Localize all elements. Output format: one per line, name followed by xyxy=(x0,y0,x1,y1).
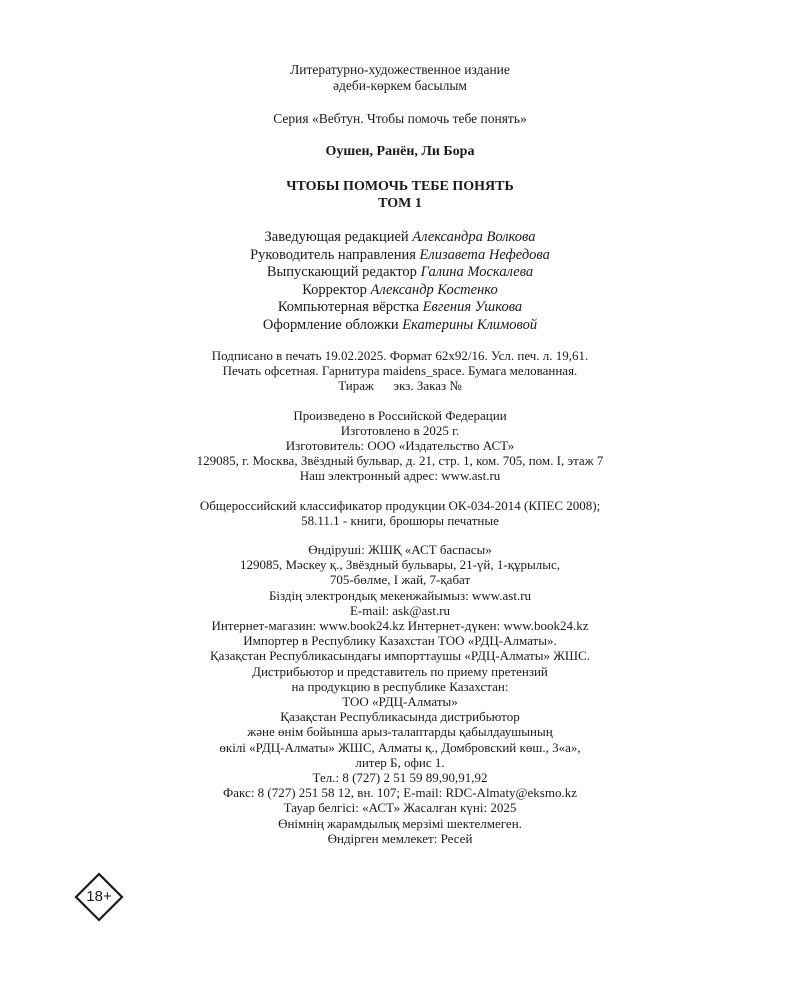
credits-block xyxy=(0,229,800,334)
credit-role: Оформление обложки xyxy=(262,316,399,333)
credit-line xyxy=(0,229,800,247)
print-info-block xyxy=(0,348,800,394)
manufacturer-line: Изготовлено в 2025 г. xyxy=(340,422,460,438)
credit-name: Галина Москалева xyxy=(420,264,534,280)
kz-line: Тауар белгісі: «АСТ» Жасалған күні: 2025 xyxy=(283,800,517,816)
credit-line xyxy=(0,264,800,282)
credit-role: Руководитель направления xyxy=(250,246,416,263)
age-rating-label: 18+ xyxy=(86,888,112,905)
manufacturer-line: Изготовитель: ООО «Издательство АСТ» xyxy=(285,438,515,454)
print-info-line: Подписано в печать 19.02.2025. Формат 62x92/16. Усл. печ. л. 19,61. xyxy=(211,348,589,363)
kz-line: Интернет-магазин: www.book24.kz Интернет-дүкен: www.book24.kz xyxy=(211,618,589,634)
credit-name: Евгения Ушкова xyxy=(422,299,523,315)
credit-name: Александра Волкова xyxy=(412,229,536,245)
kz-line: на продукцию в республике Казахстан: xyxy=(291,678,509,694)
credit-role: Заведующая редакцией xyxy=(264,229,409,245)
kz-line: Қазақстан Республикасында дистрибьютор xyxy=(280,709,520,725)
kz-line: литер Б, офис 1. xyxy=(355,754,445,770)
age-rating-badge xyxy=(74,872,124,922)
kz-line: Өнімнің жарамдылық мерзімі шектелмеген. xyxy=(278,815,522,831)
kz-line: Дистрибьютор и представитель по приему претензий xyxy=(252,663,548,679)
book-title: ЧТОБЫ ПОМОЧЬ ТЕБЕ ПОНЯТЬ xyxy=(286,179,514,194)
kz-line: өкілі «РДЦ-Алматы» ЖШС, Алматы қ., Домбровский көш., 3«а», xyxy=(219,739,581,755)
print-info-line: Тираж экз. Заказ № xyxy=(338,378,462,394)
credit-role: Корректор xyxy=(302,281,367,298)
edition-block xyxy=(0,62,800,94)
manufacturer-line: 129085, г. Москва, Звёздный бульвар, д. 21, стр. 1, ком. 705, пом. I, этаж 7 xyxy=(196,453,604,469)
credit-line xyxy=(0,299,800,317)
kz-line: Тел.: 8 (727) 2 51 59 89,90,91,92 xyxy=(312,770,488,786)
credit-role: Компьютерная вёрстка xyxy=(277,299,420,315)
kz-line: Факс: 8 (727) 251 58 12, вн. 107; E-mail: RDC-Almaty@eksmo.kz xyxy=(222,785,577,801)
kz-line: Біздің электрондық мекенжайымыз: www.ast.ru xyxy=(268,587,532,603)
credit-name: Екатерины Климовой xyxy=(402,316,538,333)
credit-name: Елизавета Нефедова xyxy=(419,246,550,263)
imprint-page xyxy=(0,62,800,860)
classifier-line: Общероссийский классификатор продукции ОК-034-2014 (КПЕС 2008); xyxy=(199,497,601,513)
authors: Оушен, Ранён, Ли Бора xyxy=(325,144,475,159)
kz-line: 129085, Мәскеу қ., Звёздный бульвары, 21-үй, 1-құрылыс, xyxy=(239,557,561,573)
manufacturer-block xyxy=(0,408,800,484)
classifier-line: 58.11.1 - книги, брошюры печатные xyxy=(301,512,499,528)
series-name: Серия «Вебтун. Чтобы помочь тебе понять» xyxy=(273,111,527,126)
credit-name: Александр Костенко xyxy=(370,281,498,298)
kz-line: Өндірген мемлекет: Ресей xyxy=(327,830,473,846)
classifier-block xyxy=(0,498,800,528)
manufacturer-line: Произведено в Российской Федерации xyxy=(293,407,507,423)
volume-number: ТОМ 1 xyxy=(378,196,422,211)
print-info-line: Печать офсетная. Гарнитура maidens_space. Бумага мелованная. xyxy=(222,363,578,379)
kz-line: ТОО «РДЦ-Алматы» xyxy=(342,694,458,710)
kazakhstan-block xyxy=(0,542,800,846)
kz-line: Қазақстан Республикасындағы импорттаушы «РДЦ-Алматы» ЖШС. xyxy=(210,648,590,664)
kz-line: Өндіруші: ЖШҚ «АСТ баспасы» xyxy=(308,542,492,558)
kz-line: және өнім бойынша арыз-талаптарды қабылдаушының xyxy=(247,724,553,740)
credit-line xyxy=(0,317,800,335)
title-block xyxy=(0,178,800,212)
kz-line: Импортер в Республику Казахстан ТОО «РДЦ-Алматы». xyxy=(243,633,557,649)
kz-line: E-mail: ask@ast.ru xyxy=(349,602,451,618)
credit-line xyxy=(0,247,800,265)
edition-type-ru: Литературно-художественное издание xyxy=(290,62,510,77)
series-block xyxy=(0,111,800,127)
manufacturer-line: Наш электронный адрес: www.ast.ru xyxy=(299,468,501,484)
edition-type-kz: әдеби-көркем басылым xyxy=(333,78,467,93)
credit-role: Выпускающий редактор xyxy=(266,264,417,280)
credit-line xyxy=(0,282,800,300)
kz-line: 705-бөлме, I жай, 7-қабат xyxy=(329,572,471,588)
